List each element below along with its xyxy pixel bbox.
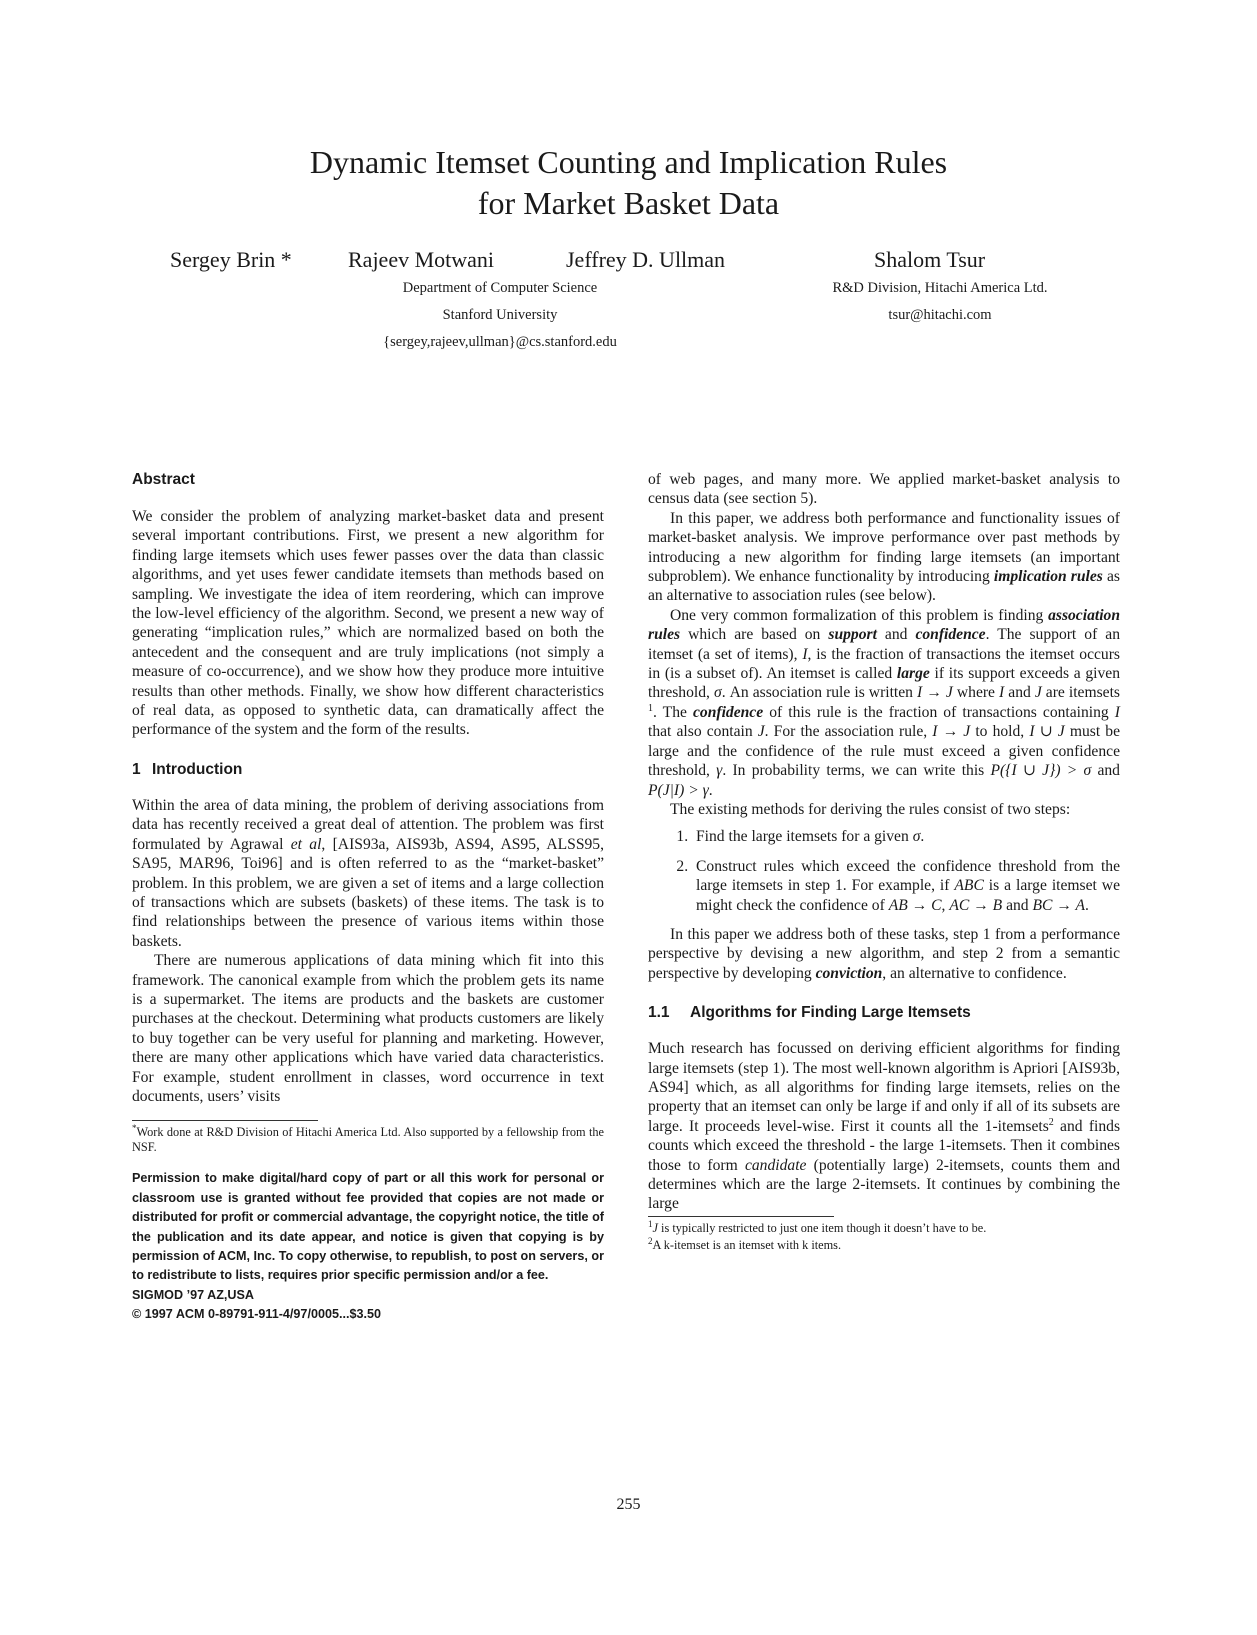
author-tsur: Shalom Tsur	[874, 247, 986, 272]
page-number: 255	[616, 1496, 641, 1513]
section-1-number: 1	[132, 760, 141, 778]
section-1-1-title: Algorithms for Finding Large Itemsets	[690, 1004, 971, 1022]
title-line-2: for Market Basket Data	[477, 185, 780, 221]
intro-paragraph-2-continued: of web pages, and many more. We applied market-basket analysis to census data (see section 5).	[648, 471, 1120, 508]
section-1-1-heading	[648, 1003, 1120, 1023]
footnote-rule	[648, 1216, 834, 1217]
footnote-2: $^2$A k-itemset is an itemset with k items.	[648, 1235, 842, 1252]
intro-paragraph-1: Within the area of data mining, the problem of deriving associations from data has recently received a great deal of attention. The problem was first formulated by Agrawal et al, [AIS93a, AIS93b, AS94, AS95, ALSS95, SA95, MAR96, Toi96] and is often referred to as the “market-basket” problem. In this problem, we are given a set of items and a large collection of transactions which are subsets (baskets) of these items. The task is to find relationships between the presence of various items within those baskets.	[132, 796, 604, 950]
author-motwani: Rajeev Motwani	[348, 247, 495, 272]
footnote-1: $^1$J is typically restricted to just one item though it doesn’t have to be.	[648, 1218, 987, 1235]
section-1-1-paragraph: Much research has focussed on deriving efficient algorithms for finding large itemsets (step 1). The most well-known algorithm is Apriori [AIS93b, AS94] which, as all algorithms for finding large itemsets, relies on the property that an itemset can only be large if and only if all of its subsets are large. It proceeds level-wise. First it counts all the 1-itemsets$^2$ and finds counts which exceed the threshold - the large 1-itemsets. Then it combines those to form candidate (potentially large) 2-itemsets, counts them and determines which are the large 2-itemsets. It continues by combining the large	[648, 1040, 1121, 1213]
section-1-title: Introduction	[152, 760, 243, 778]
right-footnote-area	[648, 1216, 1120, 1253]
footnote-rule	[132, 1120, 318, 1121]
step-2: 2. Construct rules which exceed the confidence threshold from the large itemsets in step 1. For example, if ABC is a large itemset we might check the confidence of AB → C, AC → B and BC → A.	[692, 857, 1120, 915]
footnote-star: *Work done at R&D Division of Hitachi America Ltd. Also supported by a fellowship from the NSF.	[132, 1123, 604, 1155]
affiliation-hitachi-email: tsur@hitachi.com	[888, 307, 992, 323]
copyright-line: © 1997 ACM 0-89791-911-4/97/0005...$3.50	[132, 1307, 381, 1322]
affiliation-stanford-univ: Stanford University	[442, 307, 558, 323]
intro-paragraph-6: In this paper we address both of these tasks, step 1 from a performance perspective by devising a new algorithm, and step 2 from a semantic perspective by developing conviction, an alternative to confidence.	[648, 925, 1120, 982]
section-1-heading	[132, 760, 604, 780]
intro-paragraph-2: There are numerous applications of data mining which fit into this framework. The canonical example from which the problem gets its name is a supermarket. The items are products and the baskets are customer purchases at the checkout. Determining what products customers are likely to buy together can be very useful for planning and marketing. However, there are many other applications which have varied data characteristics. For example, student enrollment in classes, word occurrence in text documents, users’ visits	[132, 952, 604, 1105]
right-column	[648, 470, 1120, 1253]
left-column	[132, 470, 604, 1325]
affiliation-stanford-email: {sergey,rajeev,ullman}@cs.stanford.edu	[383, 334, 617, 350]
title-line-1: Dynamic Itemset Counting and Implication Rules	[309, 144, 948, 180]
intro-paragraph-3: In this paper, we address both performance and functionality issues of market-basket analysis. We improve performance over past methods by introducing a new algorithm for finding large itemsets (an important subproblem). We enhance functionality by introducing implication rules as an alternative to association rules (see below).	[648, 509, 1120, 605]
author-ullman: Jeffrey D. Ullman	[566, 247, 726, 272]
steps-list	[648, 827, 1120, 915]
conference-line: SIGMOD ’97 AZ,USA	[132, 1287, 254, 1302]
step-1: 1. Find the large itemsets for a given σ.	[692, 827, 1120, 846]
abstract-heading: Abstract	[132, 471, 195, 488]
left-footnote-area	[132, 1120, 604, 1155]
intro-paragraph-5: The existing methods for deriving the rules consist of two steps:	[670, 800, 1071, 818]
affiliation-stanford-dept: Department of Computer Science	[402, 280, 598, 296]
section-1-1-number: 1.1	[648, 1004, 670, 1022]
permission-notice	[132, 1169, 604, 1324]
author-brin: Sergey Brin *	[170, 247, 292, 272]
intro-paragraph-4: One very common formalization of this problem is finding association rules which are based on support and confidence. The support of an itemset (a set of items), I, is the fraction of transactions the itemset occurs in (is a subset of). An itemset is called large if its support exceeds a given threshold, σ. An association rule is written I → J where I and J are itemsets $^1$. The confidence of this rule is the fraction of transactions containing I that also contain J. For the association rule, I → J to hold, I ∪ J must be large and the confidence of the rule must exceed a given confidence threshold, γ. In probability terms, we can write this P({I ∪ J}) > σ and P(J|I) > γ.	[648, 606, 1120, 799]
paper-title	[0, 142, 1257, 224]
permission-text: Permission to make digital/hard copy of part or all this work for personal or classroom use is granted without fee provided that copies are not made or distributed for profit or commercial advantage, the copyright notice, the title of the publication and its date appear, and notice is given that copying is by permission of ACM, Inc. To copy otherwise, to republish, to post on servers, or to redistribute to lists, requires prior specific permission and/or a fee.	[132, 1171, 604, 1283]
abstract-text: We consider the problem of analyzing market-basket data and present several important contributions. First, we present a new algorithm for finding large itemsets which uses fewer passes over the data than classic algorithms, and yet uses fewer candidate itemsets than methods based on sampling. We investigate the idea of item reordering, which can improve the low-level efficiency of the algorithm. Second, we present a new way of generating “implication rules,” which are normalized based on both the antecedent and the consequent and are truly implications (not simply a measure of co-occurrence), and we show how they produce more intuitive results than other methods. Finally, we show how different characteristics of real data, as opposed to synthetic data, can dramatically affect the performance of the system and the form of the results.	[132, 508, 604, 739]
affiliation-hitachi-division: R&D Division, Hitachi America Ltd.	[832, 280, 1048, 296]
